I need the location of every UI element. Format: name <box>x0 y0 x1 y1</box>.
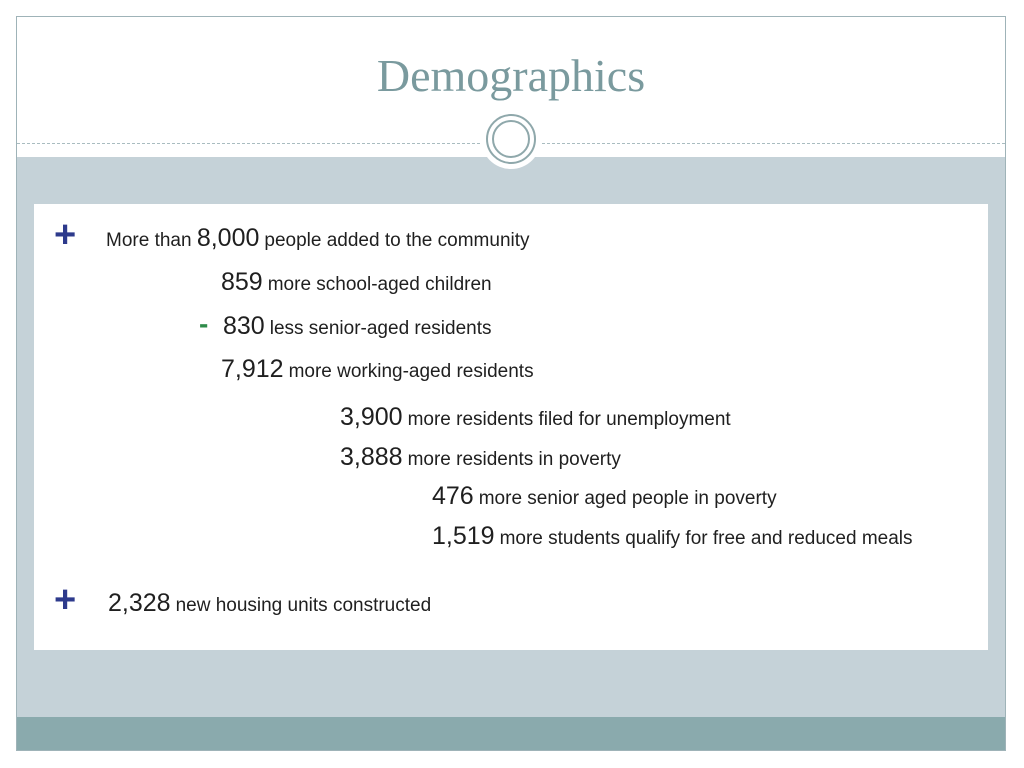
list-item <box>432 484 777 509</box>
item-prefix: More than <box>106 230 197 251</box>
item-number: 7,912 <box>221 355 284 383</box>
circle-ornament-icon <box>481 109 541 169</box>
list-item <box>432 524 913 549</box>
item-number: 859 <box>221 268 263 296</box>
item-number: 1,519 <box>432 522 495 550</box>
list-item <box>223 314 492 339</box>
item-number: 2,328 <box>108 589 171 617</box>
footer-bar <box>17 717 1005 751</box>
item-text: more senior aged people in poverty <box>478 488 777 509</box>
slide-title: Demographics <box>376 50 646 101</box>
list-item <box>221 270 492 295</box>
list-item <box>106 226 530 251</box>
plus-icon: + <box>54 214 77 256</box>
list-item <box>221 357 534 382</box>
item-text: more students qualify for free and reduced meals <box>499 528 913 549</box>
item-number: 3,900 <box>340 403 403 431</box>
item-text: more residents in poverty <box>407 449 621 470</box>
item-text: more school-aged children <box>267 274 492 295</box>
list-item <box>340 405 731 430</box>
item-number: 476 <box>432 482 474 510</box>
item-text: new housing units constructed <box>175 595 432 616</box>
minus-icon: - <box>199 308 209 339</box>
item-text: less senior-aged residents <box>269 318 492 339</box>
item-text: people added to the community <box>264 230 530 251</box>
item-number: 830 <box>223 312 265 340</box>
slide <box>16 16 1006 751</box>
content-box <box>34 204 988 650</box>
item-number: 3,888 <box>340 443 403 471</box>
list-item <box>108 591 431 616</box>
plus-icon: + <box>54 579 77 621</box>
item-number: 8,000 <box>196 224 260 252</box>
item-text: more residents filed for unemployment <box>407 409 731 430</box>
item-text: more working-aged residents <box>288 361 534 382</box>
list-item <box>340 445 621 470</box>
